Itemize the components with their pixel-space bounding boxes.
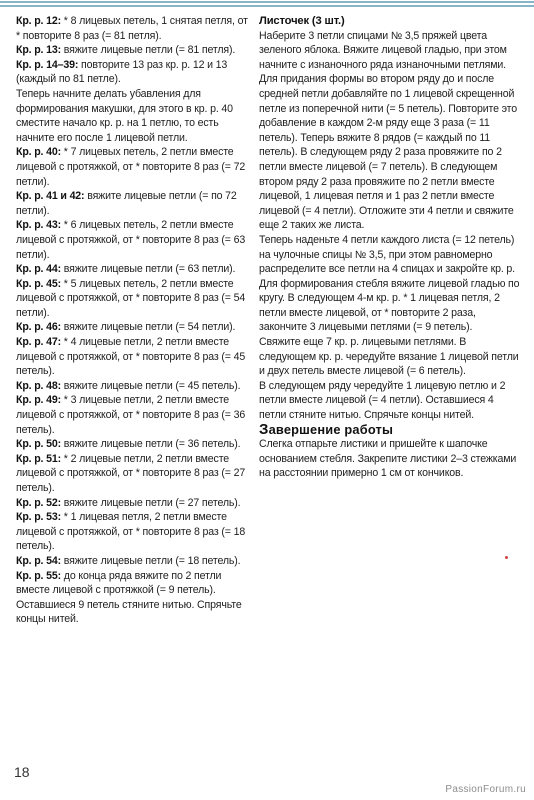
finish-title-rest: авершение работы: [268, 421, 394, 437]
row-text: Теперь начните делать убавления для формирования макушки, для этого в кр. р. 40 сместите начало кр. р. на 1 петлю, то есть начните его после 1 лицевой петли.: [16, 87, 233, 144]
row-instruction: [16, 335, 248, 379]
row-text: * 7 лицевых петель, 2 петли вместе лицевой с протяжкой, от * повторите 8 раз (= 72 петли).: [16, 146, 246, 188]
row-text: до конца ряда вяжите по 2 петли вместе лицевой с протяжкой (= 9 петель). Оставшиеся 9 петель стяните нитью. Спрячьте концы нитей.: [16, 569, 242, 626]
row-text: * 2 лицевые петли, 2 петли вместе лицевой с протяжкой, от * повторите 8 раз (= 27 петель).: [16, 452, 246, 494]
row-text: * 3 лицевые петли, 2 петли вместе лицевой с протяжкой, от * повторите 8 раз (= 36 петель).: [16, 394, 246, 436]
left-column: [16, 14, 248, 627]
row-instruction: [16, 554, 248, 569]
row-text: * 6 лицевых петель, 2 петли вместе лицевой с протяжкой, от * повторите 8 раз (= 63 петли).: [16, 219, 246, 261]
row-label: Кр. р. 53:: [16, 511, 61, 524]
row-text: вяжите лицевые петли (= 54 петли).: [63, 321, 236, 334]
stripe-line: [0, 5, 534, 7]
stripe-line: [0, 1, 534, 3]
row-label: Кр. р. 48:: [16, 379, 61, 392]
row-instruction: [16, 189, 248, 218]
row-text: повторите 13 раз кр. р. 12 и 13 (каждый по 81 петле).: [16, 58, 228, 86]
row-instruction: [16, 393, 248, 437]
finish-section-title: [259, 420, 521, 438]
decorative-dot: [505, 556, 508, 559]
row-label: Кр. р. 46:: [16, 321, 61, 334]
row-instruction: [16, 262, 248, 277]
row-instruction: [16, 87, 248, 145]
page-number: 18: [14, 764, 30, 780]
row-text: * 4 лицевые петли, 2 петли вместе лицевой с протяжкой, от * повторите 8 раз (= 45 петель).: [16, 336, 246, 378]
row-text: вяжите лицевые петли (= 18 петель).: [63, 554, 241, 567]
row-text: вяжите лицевые петли (= 63 петли).: [63, 263, 236, 276]
leaf-paragraph: Теперь наденьте 4 петли каждого листа (= 12 петель) на чулочные спицы № 3,5, при этом равномерно распределите все петли на 4 спицах и закройте кр. р. Для формирования стебля вяжите лицевой гладью по кругу. В следующем 4-м кр. р. * 1 лицевая петля, 2 петли вместе лицевой, от * повторите 2 раза, закончите 3 лицевыми петлями (= 9 петель).: [259, 233, 520, 334]
row-label: Кр. р. 45:: [16, 277, 61, 290]
row-label: Кр. р. 44:: [16, 263, 61, 276]
row-instruction: [16, 379, 248, 394]
row-label: Кр. р. 49:: [16, 394, 61, 407]
row-instruction: [16, 58, 248, 87]
row-text: вяжите лицевые петли (= 45 петель).: [63, 379, 241, 392]
row-label: Кр. р. 41 и 42:: [16, 190, 85, 203]
row-label: Кр. р. 55:: [16, 569, 61, 582]
row-instruction: [16, 43, 248, 58]
finish-title-initial: З: [259, 420, 269, 438]
row-label: Кр. р. 51:: [16, 452, 61, 465]
leaf-paragraph: В следующем ряду чередуйте 1 лицевую петлю и 2 петли вместе лицевой (= 4 петли). Оставшиеся 4 петли стяните нитью. Спрячьте концы нитей.: [259, 379, 506, 422]
row-text: вяжите лицевые петли (= 27 петель).: [63, 496, 241, 509]
site-watermark: PassionForum.ru: [445, 784, 526, 795]
row-instruction: [16, 437, 248, 452]
row-label: Кр. р. 13:: [16, 44, 61, 57]
row-label: Кр. р. 54:: [16, 554, 61, 567]
row-label: Кр. р. 47:: [16, 336, 61, 349]
row-instruction: [16, 510, 248, 554]
row-instruction: [16, 569, 248, 627]
row-text: вяжите лицевые петли (= 36 петель).: [63, 438, 241, 451]
row-text: вяжите лицевые петли (= по 72 петли).: [16, 190, 237, 217]
row-text: * 8 лицевых петель, 1 снятая петля, от * повторите 8 раз (= 81 петля).: [16, 15, 248, 42]
leaf-paragraph: Свяжите еще 7 кр. р. лицевыми петлями. В следующем кр. р. чередуйте вязание 1 лицевой петли и двух петель вместе лицевой (= 6 петель).: [259, 336, 519, 378]
row-instruction: [16, 320, 248, 335]
leaf-paragraph: Наберите 3 петли спицами № 3,5 пряжей цвета зеленого яблока. Вяжите лицевой гладью, при этом начните с изнаночного ряда изнаночными петлями. Для придания формы во втором ряду до и после средней петли добавляйте по 1 лицевой скрещенной петле из поперечной нити (= 5 петель). Повторите это добавление в каждом 2-м ряду еще 3 раза (= 11 петель). Теперь вяжите 8 рядов (= каждый по 11 петель). В следующем ряду 2 раза провяжите по 2 петли вместе лицевой (= 7 петель). В следующем втором ряду 2 раза провяжите по 2 петли вместе лицевой, 1 лицевая петля и 1 раз 2 петли вместе лицевой (= 4 петли). Отложите эти 4 петли и свяжите еще 2 таких же листа.: [259, 29, 517, 232]
finish-paragraph: Слегка отпарьте листики и пришейте к шапочке основанием стебля. Закрепите листики 2–3 стежками на расстоянии примерно 1 см от кончиков.: [259, 438, 517, 480]
row-text: * 5 лицевых петель, 2 петли вместе лицевой с протяжкой, от * повторите 8 раз (= 54 петли).: [16, 277, 246, 319]
row-label: Кр. р. 43:: [16, 219, 61, 232]
right-column: [259, 14, 521, 481]
row-label: Кр. р. 50:: [16, 438, 61, 451]
row-instruction: [16, 218, 248, 262]
row-text: вяжите лицевые петли (= 81 петля).: [63, 44, 236, 57]
row-label: Кр. р. 14–39:: [16, 58, 79, 71]
row-instruction: [16, 14, 248, 43]
row-instruction: [16, 277, 248, 321]
row-instruction: [16, 145, 248, 189]
row-text: * 1 лицевая петля, 2 петли вместе лицевой с протяжкой, от * повторите 8 раз (= 18 петель).: [16, 511, 246, 553]
row-label: Кр. р. 12:: [16, 15, 61, 27]
row-instruction: [16, 496, 248, 511]
row-label: Кр. р. 52:: [16, 496, 61, 509]
leaf-section-title: Листочек (3 шт.): [259, 15, 345, 27]
row-instruction: [16, 452, 248, 496]
row-label: Кр. р. 40:: [16, 146, 61, 159]
top-decorative-stripes: [0, 0, 534, 9]
